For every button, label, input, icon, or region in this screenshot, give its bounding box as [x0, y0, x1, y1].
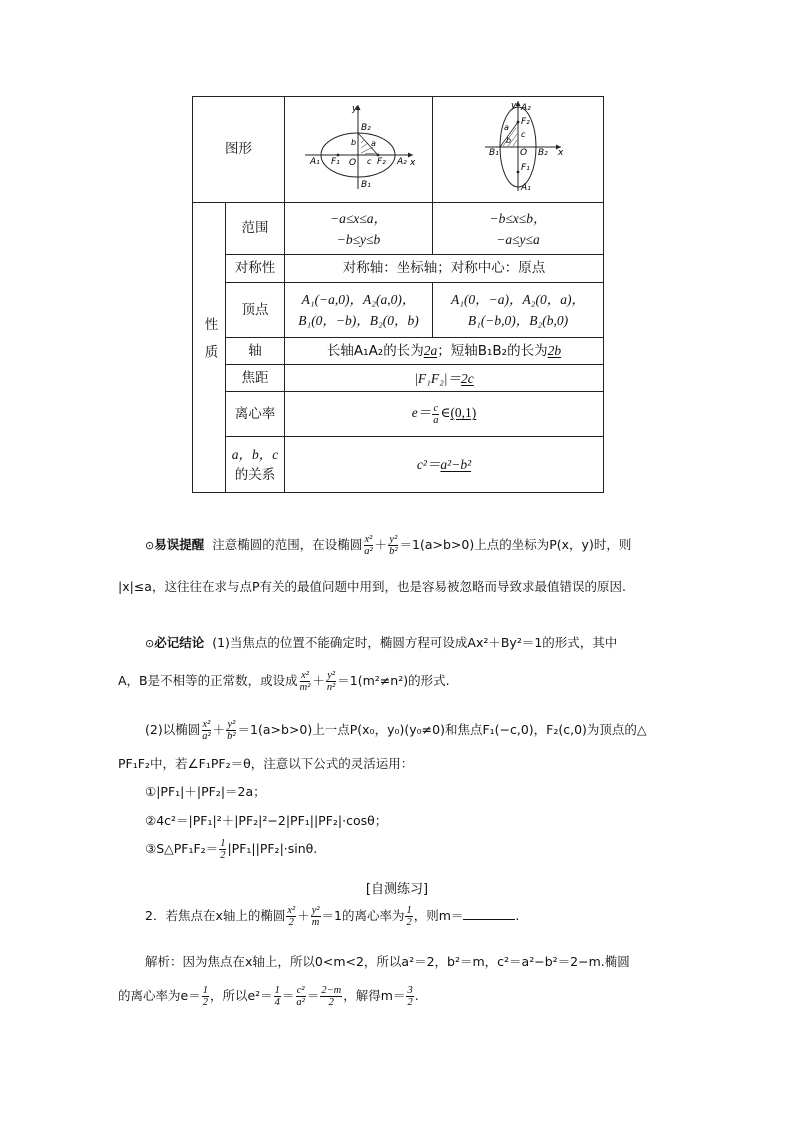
warning-text-2: ＝1(a>b>0)上点的坐标为P(x，y)时，则 [399, 537, 632, 552]
fig2-y-label: y [511, 101, 517, 111]
relation-label-line1: a，b，c [231, 446, 279, 462]
ellipse-properties-table [192, 96, 604, 493]
fig2-f1-label: F₁ [521, 163, 530, 173]
solution-mid-2: ，解得m＝ [343, 988, 406, 1003]
conclusion-p1-pre: A，B是不相等的正常数，或设成 [118, 673, 298, 688]
question-f1-num: x² [287, 905, 296, 916]
horizontal-ellipse-figure [285, 97, 433, 203]
formula-3-fraction [219, 838, 226, 861]
conclusion-line-3: (2)以椭圆 $\frac{\text{x²}}{\text{a²}}$ ＋ $\frac{\text{y²}}{\text{b²}}$ ＝1(a>b>0)上一点P(x₀，y₀)(y₀≠0)和焦点F₁(−c,0)，F₂(c,0)为顶点的△ [145, 719, 647, 742]
fig2-b1-label: B₁ [489, 148, 499, 158]
conclusion-p2-post: ＝1(a>b>0)上一点P(x₀，y₀)(y₀≠0)和焦点F₁(−c,0)，F₂(c,0)为顶点的△ [237, 722, 647, 737]
solution-f2-num: 1 [274, 985, 280, 996]
conclusion-p1-line1: (1)当焦点的位置不能确定时，椭圆方程可设成Ax²＋By²＝1的形式，其中 [212, 635, 618, 650]
fig2-b2-label: B₂ [538, 148, 548, 158]
conclusion-line-2: A，B是不相等的正常数，或设成 $\frac{\text{x²}}{\text{m²}}$ ＋ $\frac{\text{y²}}{\text{n²}}$ ＝1(m²≠n²)的形式. [118, 670, 450, 693]
vertical-ellipse-diagram [433, 97, 604, 195]
solution-line-2: 的离心率为e＝ $\frac{1}{2}$ ，所以e²＝ $\frac{1}{4}$ ＝ $\frac{\text{c²}}{\text{a²}}$ ＝ $\frac{2-m}{2}$ ，解得m＝ $\frac{3}{2}$ . [118, 985, 419, 1008]
eccentricity-row [193, 392, 604, 437]
practice-heading: [自测练习] [365, 882, 429, 897]
range-row [193, 203, 604, 255]
fig1-c-label: c [367, 157, 372, 166]
warning-fraction-2 [388, 534, 398, 557]
vertex-h-line2: B₁(0，−b)，B₂(0，b) [298, 313, 419, 328]
formula-3-num: 1 [220, 838, 226, 849]
warning-mark-icon: ⊙ [145, 539, 155, 552]
solution-f2-den: 4 [274, 997, 280, 1008]
vertex-vertical [433, 283, 604, 338]
formula-3-post: |PF₁||PF₂|·sinθ. [227, 841, 318, 856]
vertex-v-line2: B₁(−b,0)，B₂(b,0) [467, 313, 569, 328]
relation-text: c²＝ [416, 457, 441, 472]
practice-question: 2．若焦点在x轴上的椭圆 $\frac{\text{x²}}{2}$ ＋ $\frac{\text{y²}}{m}$ ＝1的离心率为 $\frac{1}{2}$ ，则m＝ . [145, 905, 520, 928]
warning-line-1: ⊙易误提醒 注意椭圆的范围，在设椭圆 $\frac{\text{x²}}{\text{a²}}$ ＋ $\frac{\text{y²}}{\text{b²}}$ ＝1(a>b>0)上点的坐标为P(x，y)时，则 [145, 534, 632, 557]
vertex-label: 顶点 [226, 283, 285, 338]
fig2-a1-label: A₁ [521, 183, 531, 193]
vertical-ellipse-figure [433, 97, 604, 203]
range-h-line1: −a≤x≤a， [330, 210, 387, 226]
ecc-in: ∈ [440, 405, 451, 421]
fig1-y-label: y [352, 104, 358, 114]
conclusion-mark-icon: ⊙ [145, 637, 155, 650]
conclusion-line-4: PF₁F₂中，若∠F₁PF₂＝θ，注意以下公式的灵活运用： [118, 756, 414, 771]
fig1-b-label: b [351, 138, 357, 147]
figure-label: 图形 [193, 97, 285, 203]
answer-blank[interactable] [463, 907, 515, 920]
figure-row [193, 97, 604, 203]
focal-label: 焦距 [226, 365, 285, 392]
axis-major-answer: 2a [423, 343, 438, 358]
fig2-x-label: x [558, 148, 564, 158]
formula-1: ①|PF₁|＋|PF₂|＝2a； [145, 784, 266, 799]
fig1-a2-label: A₂ [397, 157, 407, 167]
axis-minor-text: ；短轴B₁B₂的长为 [437, 343, 548, 359]
axis-row [193, 338, 604, 365]
solution-f5-num: 3 [407, 985, 413, 996]
warning-f1-den: a² [364, 546, 373, 557]
relation-answer: a²−b² [440, 457, 472, 472]
symmetry-label: 对称性 [226, 255, 285, 283]
fig1-b1-label: B₁ [361, 180, 371, 190]
axis-label: 轴 [226, 338, 285, 365]
conclusion-f1-num: x² [301, 670, 309, 681]
conclusion-p1-post: ＝1(m²≠n²)的形式. [337, 673, 450, 688]
solution-f5-den: 2 [407, 997, 413, 1008]
warning-title: 易误提醒 [154, 537, 205, 552]
relation-value [285, 437, 604, 493]
solution-pre: 的离心率为e＝ [118, 988, 201, 1003]
solution-fraction-3 [295, 985, 305, 1008]
formula-3-pre: ③S△PF₁F₂＝ [145, 841, 219, 856]
warning-text-1: 注意椭圆的范围，在设椭圆 [212, 537, 363, 552]
solution-f4-num: 2−m [321, 985, 342, 996]
solution-mid-1: ，所以e²＝ [209, 988, 273, 1003]
fig1-f2-label: F₂ [377, 157, 386, 167]
conclusion-fraction-4 [226, 719, 236, 742]
range-horizontal [285, 203, 433, 255]
focal-answer: 2c [461, 370, 474, 386]
solution-fraction-5 [406, 985, 413, 1008]
solution-end: . [414, 988, 419, 1003]
formula-3 [145, 838, 317, 861]
solution-fraction-4 [320, 985, 342, 1008]
relation-row [193, 437, 604, 493]
conclusion-f4-num: y² [227, 719, 236, 730]
solution-f1-den: 2 [202, 997, 208, 1008]
vertex-v-line1: A₁(0，−a)，A₂(0，a)， [451, 292, 585, 307]
question-pre: 2．若焦点在x轴上的椭圆 [145, 908, 286, 923]
solution-fraction-1 [202, 985, 209, 1008]
fig1-origin-label: O [349, 158, 357, 168]
range-h-line2: −b≤y≤b [336, 231, 381, 247]
solution-f3-den: a² [296, 997, 305, 1008]
question-end: . [515, 908, 520, 923]
ecc-text: e＝ [411, 405, 432, 421]
warning-f2-den: b² [389, 546, 398, 557]
eccentricity-label: 离心率 [226, 392, 285, 437]
conclusion-f3-num: x² [202, 719, 211, 730]
warning-line-2: |x|≤a，这往往在求与点P有关的最值问题中用到，也是容易被忽略而导致求最值错误的原因. [118, 579, 626, 594]
fig2-a-label: a [504, 123, 509, 132]
fig2-a2-label: A₂ [521, 103, 531, 113]
question-post: ，则m＝ [413, 908, 464, 923]
fig2-origin-label: O [520, 148, 528, 158]
symmetry-row [193, 255, 604, 283]
fig2-c-label: c [521, 130, 526, 139]
question-f2-den: m [311, 917, 320, 928]
relation-label [226, 437, 285, 493]
vertex-h-line1: A₁(−a,0)，A₂(a,0)， [301, 292, 416, 307]
axis-value [285, 338, 604, 365]
conclusion-p2-pre: (2)以椭圆 [145, 722, 201, 737]
conclusion-line-1 [145, 633, 617, 651]
fig2-b-label: b [506, 136, 512, 145]
warning-f1-num: x² [364, 534, 373, 545]
vertex-row [193, 283, 604, 338]
fig1-a-label: a [371, 139, 376, 148]
conclusion-fraction-2 [326, 670, 336, 693]
formula-3-den: 2 [220, 850, 226, 861]
conclusion-fraction-3 [201, 719, 211, 742]
fig1-b2-label: B₂ [361, 123, 371, 133]
question-fraction-1 [286, 905, 296, 928]
warning-fraction-1 [363, 534, 373, 557]
conclusion-f2-den: n² [326, 682, 336, 693]
fig1-f1-label: F₁ [331, 157, 340, 167]
solution-fraction-2 [274, 985, 281, 1008]
solution-f3-num: c² [296, 985, 305, 996]
question-f3-den: 2 [406, 917, 412, 928]
solution-line-1: 解析：因为焦点在x轴上，所以0<m<2，所以a²＝2，b²＝m，c²＝a²−b²＝2−m.椭圆 [145, 954, 630, 969]
warning-f2-num: y² [389, 534, 398, 545]
axis-minor-answer: 2b [547, 343, 562, 358]
symmetry-value: 对称轴：坐标轴；对称中心：原点 [285, 255, 604, 283]
solution-f4-den: 2 [328, 997, 334, 1008]
ecc-numerator: c [433, 402, 439, 414]
range-label: 范围 [226, 203, 285, 255]
conclusion-f4-den: b² [227, 731, 236, 742]
question-fraction-3 [405, 905, 412, 928]
relation-label-line2: 的关系 [234, 466, 276, 483]
conclusion-f2-num: y² [327, 670, 335, 681]
horizontal-ellipse-diagram [285, 97, 433, 195]
range-v-line2: −a≤y≤a [496, 231, 540, 247]
focal-text: |F₁F₂|＝ [414, 370, 462, 386]
focal-value [285, 365, 604, 392]
eccentricity-value [285, 392, 604, 437]
question-f1-den: 2 [288, 917, 294, 928]
ecc-denominator: a [433, 414, 439, 426]
properties-side-label [193, 203, 226, 493]
solution-f1-num: 1 [202, 985, 208, 996]
axis-major-text: 长轴A₁A₂的长为 [326, 343, 424, 359]
conclusion-title: 必记结论 [154, 635, 205, 650]
range-vertical [433, 203, 604, 255]
question-f2-num: y² [311, 905, 320, 916]
formula-2: ②4c²＝|PF₁|²＋|PF₂|²−2|PF₁||PF₂|·cosθ； [145, 813, 388, 828]
properties-label-text: 性质 [201, 316, 218, 372]
conclusion-f1-den: m² [299, 682, 311, 693]
fig1-x-label: x [410, 158, 416, 168]
question-fraction-2 [311, 905, 321, 928]
ecc-fraction [432, 403, 439, 426]
vertex-horizontal [285, 283, 433, 338]
ecc-answer: (0,1) [450, 405, 477, 421]
fig2-f2-label: F₂ [521, 117, 530, 127]
conclusion-fraction-1 [299, 670, 312, 693]
question-mid: ＝1的离心率为 [321, 908, 405, 923]
question-f3-num: 1 [406, 905, 412, 916]
conclusion-f3-den: a² [202, 731, 211, 742]
focal-row [193, 365, 604, 392]
fig1-a1-label: A₁ [310, 157, 320, 167]
range-v-line1: −b≤x≤b， [489, 210, 547, 226]
